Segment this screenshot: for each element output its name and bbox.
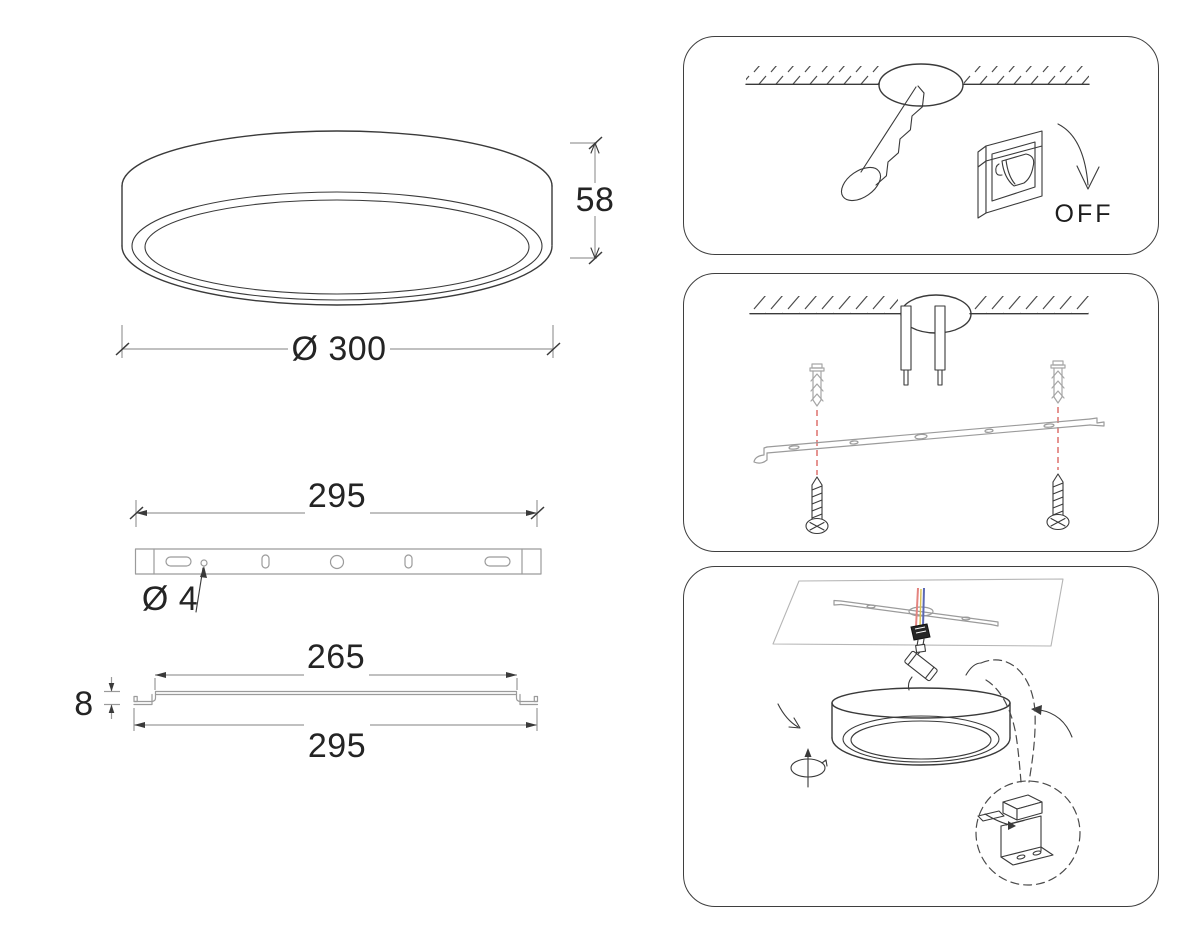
mounting-bracket [754,418,1104,463]
dimension-lamp-diameter [116,325,560,368]
led-driver [904,651,938,690]
step-1-power-off-panel [683,36,1159,255]
turn-off-arrow [1058,124,1099,189]
light-switch-icon [978,131,1042,218]
lamp-perspective-view [122,131,552,305]
screw-left [806,477,828,534]
bracket-side-view [134,692,538,705]
rotation-axis-icon [791,748,827,787]
bracket-length-bottom-label: 295 [307,727,367,765]
detail-callout [966,660,1080,885]
bracket-front-view [136,549,542,574]
ceiling-with-hole [746,64,1089,106]
step-1-illustration [684,37,1155,251]
step-3-illustration [684,567,1155,903]
push-arrow [1031,705,1072,737]
wall-anchor-left [810,364,824,406]
bracket-length-top-label: 295 [307,477,367,515]
dimension-lamp-height [570,137,614,264]
dimension-bracket-thickness [74,677,120,723]
twist-lock-detail [978,795,1053,865]
wall-anchor-right [1051,361,1065,403]
lamp-diameter-label: Ø 300 [291,330,387,368]
bracket-hole-label: Ø 4 [141,580,199,618]
ceiling-with-hole [750,295,1089,333]
dimension-bracket-length-top [130,477,544,527]
off-label: OFF [1054,200,1114,228]
bracket-thickness-label: 8 [74,685,94,723]
step-2-illustration [684,274,1155,548]
terminal-connector [911,624,930,653]
dimension-bracket-length-bottom [134,708,537,765]
step-3-attach-lamp-panel [683,566,1159,907]
screwdriver-into-ceiling [836,86,924,207]
dimension-bracket-inner [155,638,517,690]
bracket-inner-label: 265 [306,638,366,676]
rotate-arrow [778,704,800,728]
lamp-body [832,688,1010,765]
lamp-height-label: 58 [575,181,615,219]
step-2-mount-bracket-panel [683,273,1159,552]
ceiling-wires [901,306,945,385]
screw-right [1047,474,1069,530]
supply-wires [916,588,924,627]
